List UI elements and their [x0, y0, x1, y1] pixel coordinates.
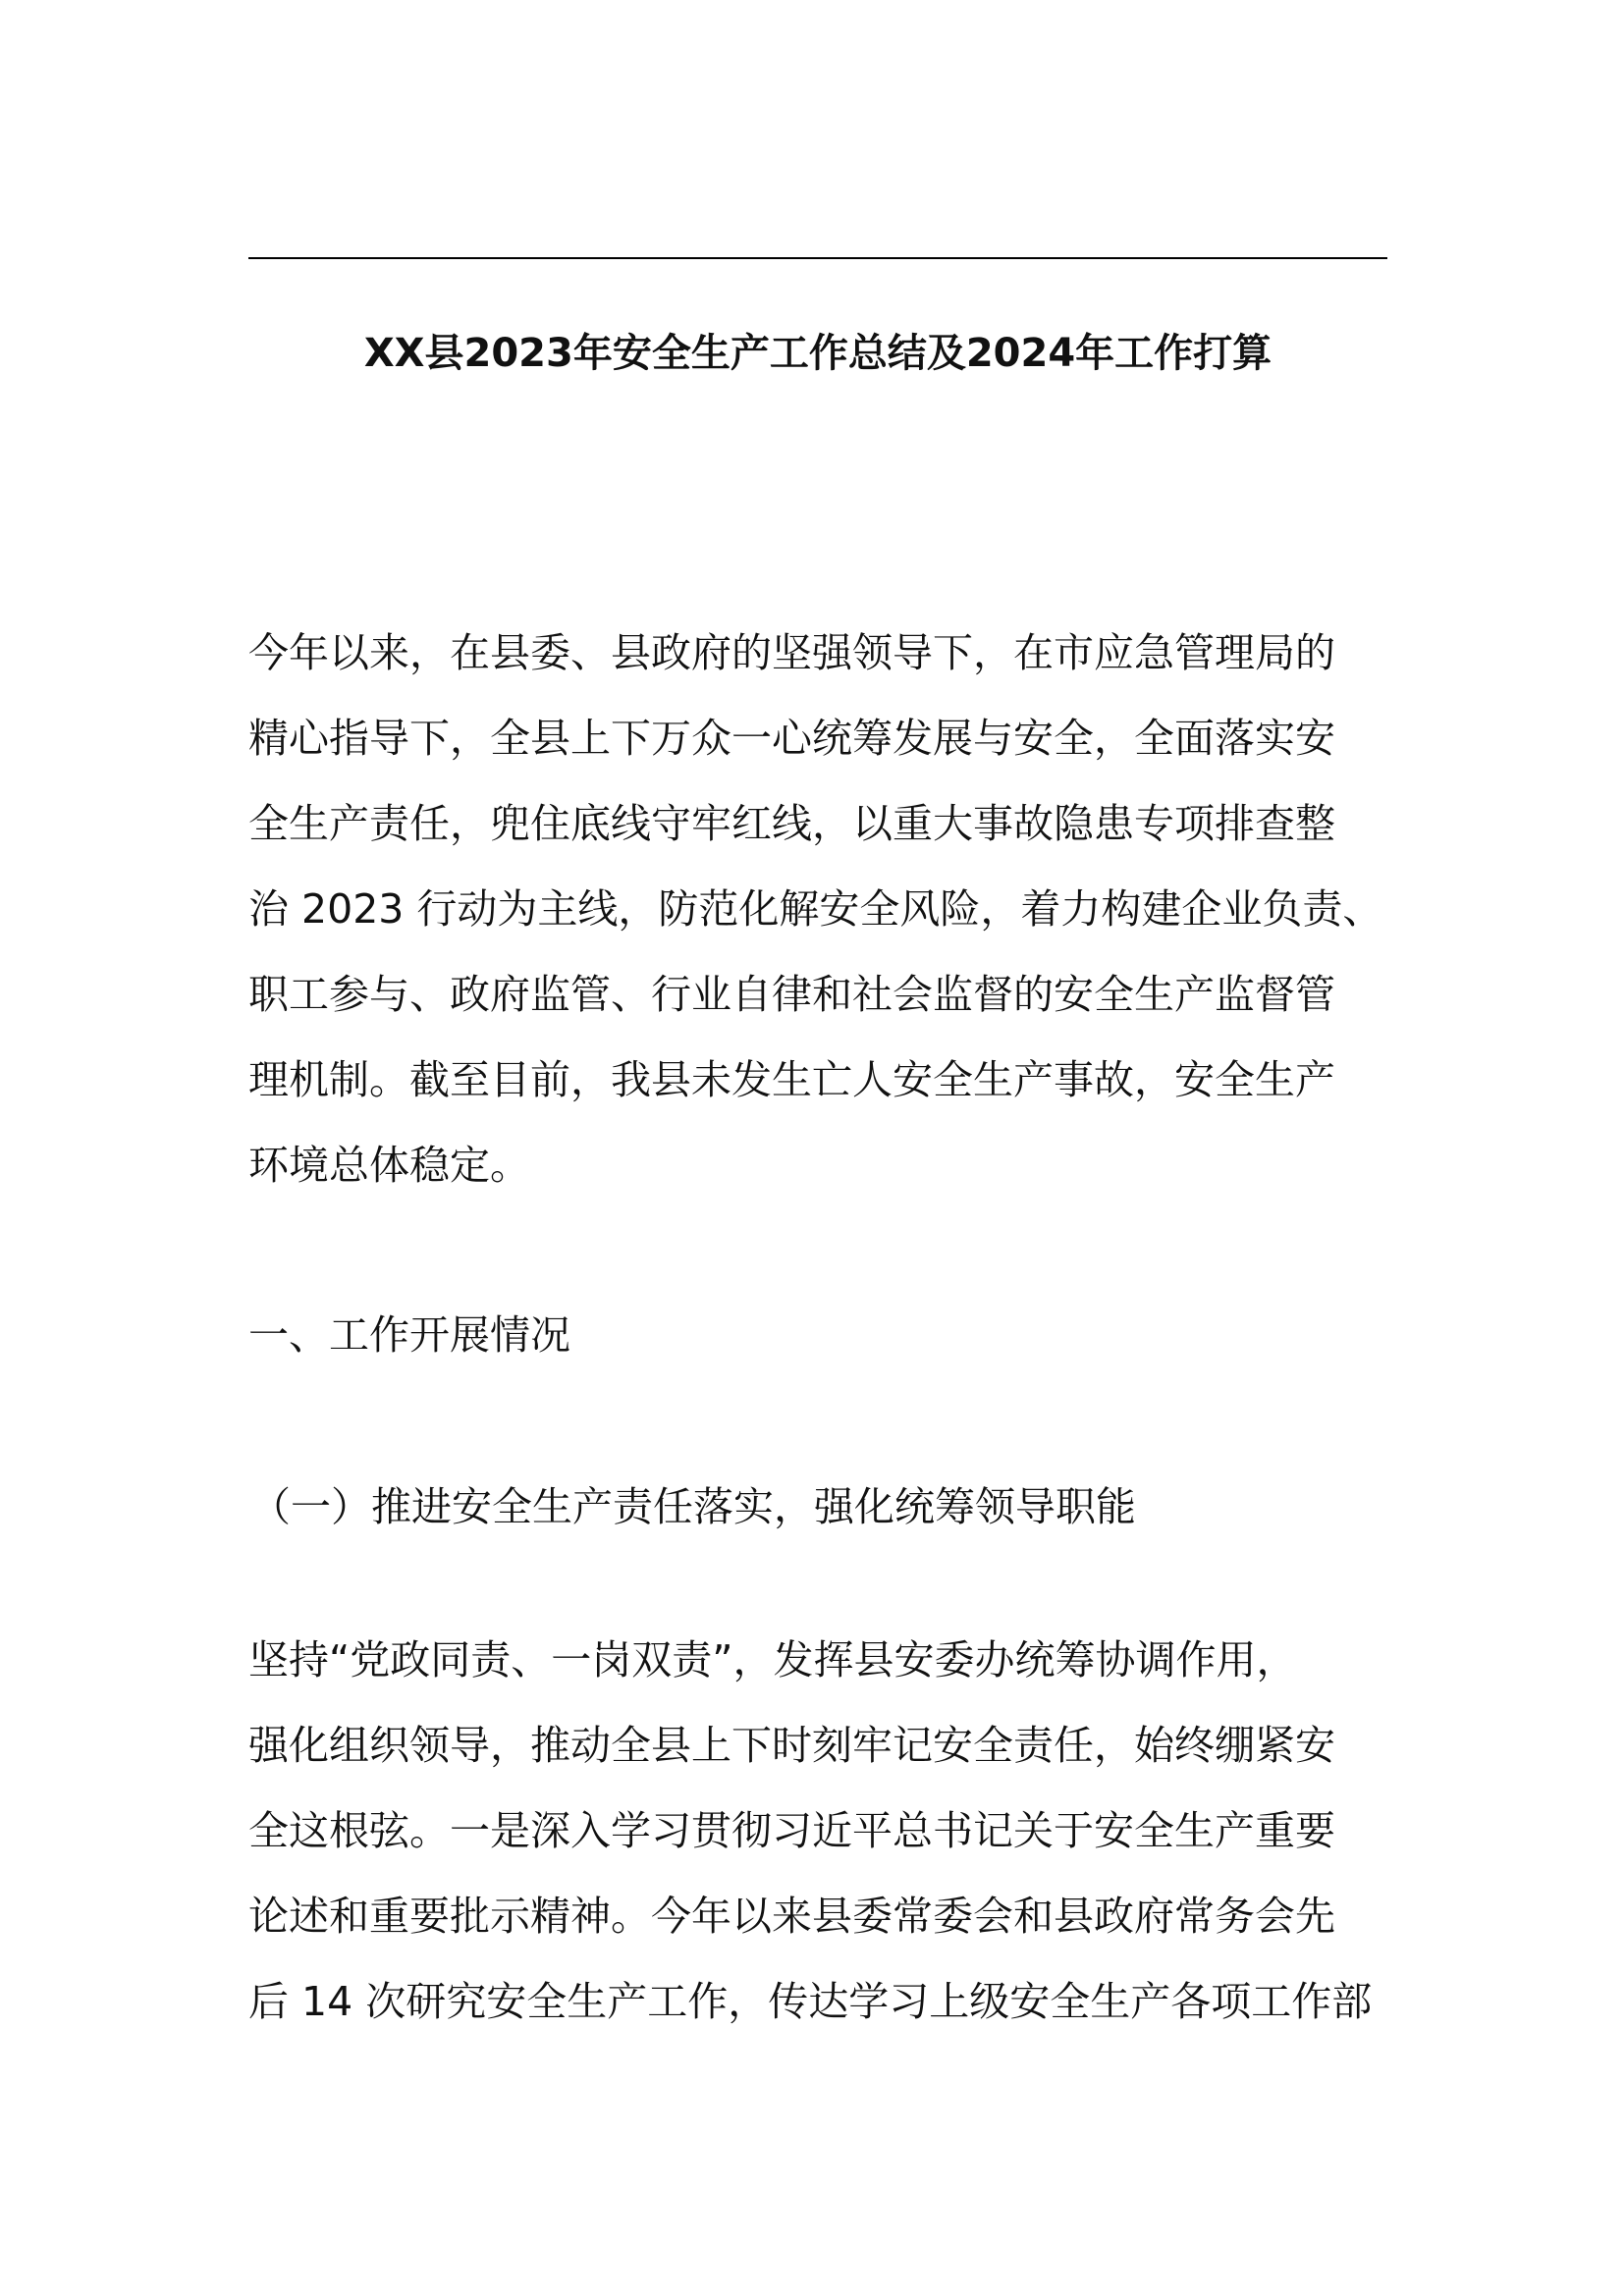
document-title: XX县2023年安全生产工作总结及2024年工作打算	[363, 331, 1272, 376]
intro-paragraph	[248, 611, 1417, 1208]
intro-line: 全生产责任，兜住底线守牢红线，以重大事故隐患专项排查整	[248, 800, 1335, 847]
intro-line: 职工参与、政府监管、行业自律和社会监督的安全生产监督管	[248, 971, 1335, 1018]
body-line: 坚持“党政同责、一岗双责”，发挥县安委办统筹协调作用，	[248, 1636, 1297, 1683]
intro-line: 理机制。截至目前，我县未发生亡人安全生产事故，安全生产	[248, 1056, 1335, 1103]
intro-line: 治 2023 行动为主线，防范化解安全风险，着力构建企业负责、	[248, 885, 1383, 933]
header-rule	[248, 257, 1387, 259]
subsection-heading: （一）推进安全生产责任落实，强化统筹领导职能	[250, 1483, 1136, 1530]
intro-line: 今年以来，在县委、县政府的坚强领导下，在市应急管理局的	[248, 629, 1335, 676]
section-heading: 一、工作开展情况	[248, 1311, 570, 1359]
body-line: 全这根弦。一是深入学习贯彻习近平总书记关于安全生产重要	[248, 1807, 1335, 1854]
body-line: 论述和重要批示精神。今年以来县委常委会和县政府常务会先	[248, 1893, 1335, 1940]
intro-line: 精心指导下，全县上下万众一心统筹发展与安全，全面落实安	[248, 715, 1335, 762]
body-line: 后 14 次研究安全生产工作，传达学习上级安全生产各项工作部	[248, 1978, 1373, 2025]
intro-line: 环境总体稳定。	[248, 1142, 530, 1189]
body-paragraph	[248, 1618, 1417, 2045]
body-line: 强化组织领导，推动全县上下时刻牢记安全责任，始终绷紧安	[248, 1722, 1335, 1769]
